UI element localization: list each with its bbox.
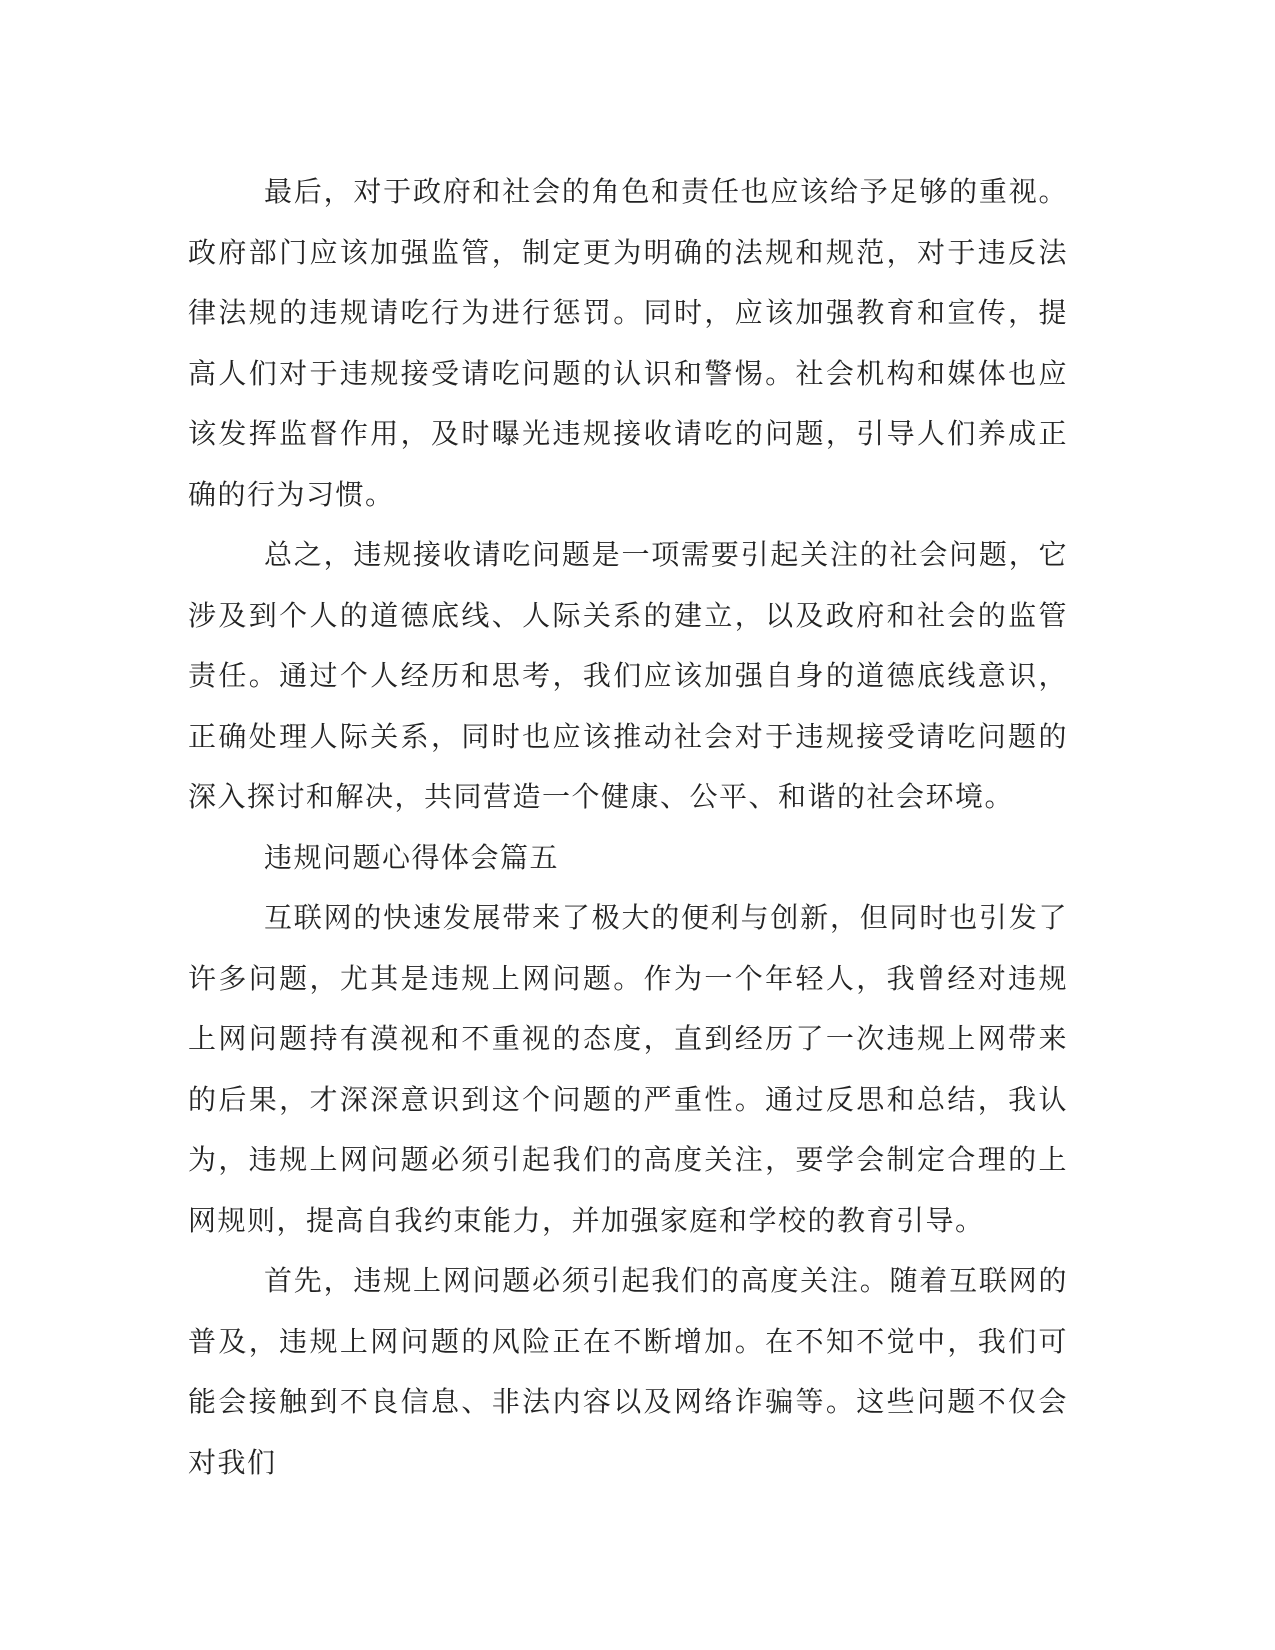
section-heading: 违规问题心得体会篇五 xyxy=(264,840,560,874)
paragraph-government-role: 最后，对于政府和社会的角色和责任也应该给予足够的重视。政府部门应该加强监管，制定更为明确的法规和规范，对于违反法律法规的违规请吃行为进行惩罚。同时，应该加强教育和宣传，提高人们对于违规接受请吃问题的认识和警惕。社会机构和媒体也应该发挥监督作用，及时曝光违规接收请吃的问题，引导人们养成正确的行为习惯。 xyxy=(188,175,1068,511)
paragraph-first-point: 首先，违规上网问题必须引起我们的高度关注。随着互联网的普及，违规上网问题的风险正在不断增加。在不知不觉中，我们可能会接触到不良信息、非法内容以及网络诈骗等。这些问题不仅会对我们 xyxy=(188,1264,1068,1479)
document-body xyxy=(188,162,1068,1493)
paragraph-conclusion: 总之，违规接收请吃问题是一项需要引起关注的社会问题，它涉及到个人的道德底线、人际关系的建立，以及政府和社会的监管责任。通过个人经历和思考，我们应该加强自身的道德底线意识，正确处理人际关系，同时也应该推动社会对于违规接受请吃问题的深入探讨和解决，共同营造一个健康、公平、和谐的社会环境。 xyxy=(188,538,1068,813)
paragraph-internet-intro: 互联网的快速发展带来了极大的便利与创新，但同时也引发了许多问题，尤其是违规上网问题。作为一个年轻人，我曾经对违规上网问题持有漠视和不重视的态度，直到经历了一次违规上网带来的后果，才深深意识到这个问题的严重性。通过反思和总结，我认为，违规上网问题必须引起我们的高度关注，要学会制定合理的上网规则，提高自我约束能力，并加强家庭和学校的教育引导。 xyxy=(188,901,1068,1237)
